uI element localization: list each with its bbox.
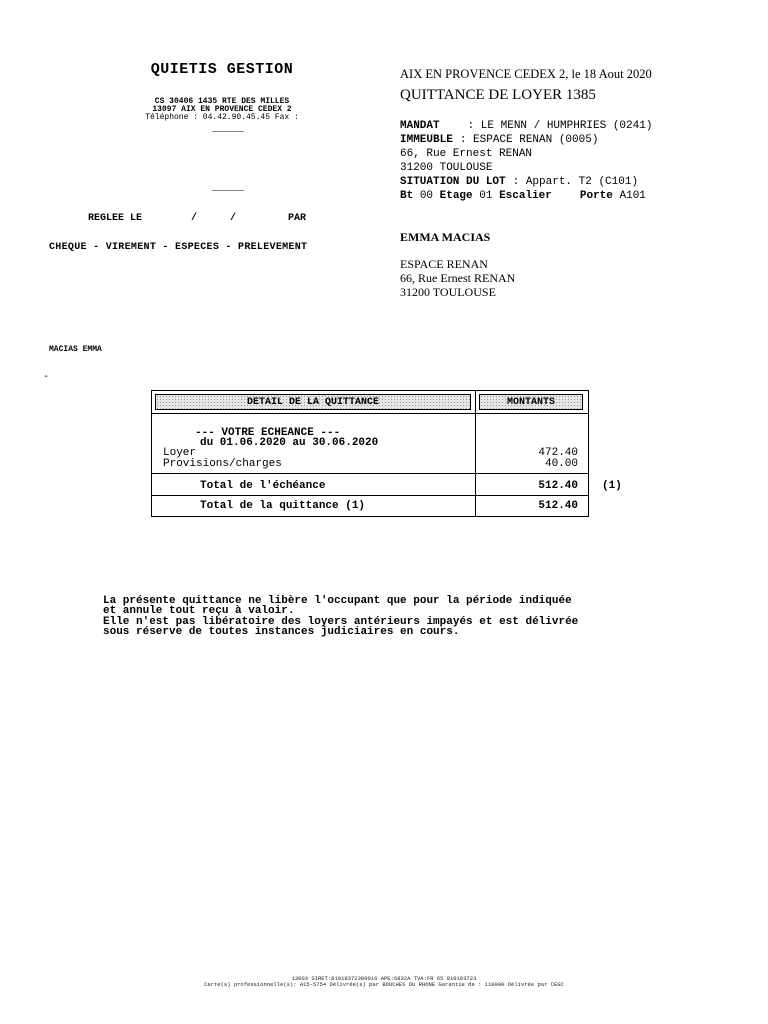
echeance-title: --- VOTRE ECHEANCE --- <box>195 427 341 439</box>
agency-address-line1: CS 30406 1435 RTE DES MILLES <box>154 97 290 106</box>
date-slash: / <box>230 213 237 224</box>
notice-line1: La présente quittance ne libère l'occupant que pour la période indiquée <box>103 595 572 607</box>
property-street: 66, Rue Ernest RENAN <box>400 148 533 160</box>
notice-line3: Elle n'est pas libératoire des loyers antérieurs impayés et est délivrée <box>103 616 579 628</box>
agency-address-line2: 13097 AIX EN PROVENCE CEDEX 2 <box>152 105 292 114</box>
echeance-period: du 01.06.2020 au 30.06.2020 <box>200 437 379 449</box>
column-header-detail: DETAIL DE LA QUITTANCE <box>155 394 471 410</box>
short-divider <box>212 131 244 132</box>
column-divider <box>475 391 476 516</box>
bt-value: 00 <box>419 190 434 202</box>
agency-name: QUIETIS GESTION <box>150 61 294 78</box>
immeuble-label: IMMEUBLE <box>400 134 453 146</box>
notice-line2: et annule tout reçu à valoir. <box>103 605 295 617</box>
table-divider <box>152 473 588 474</box>
receipt-detail-table <box>151 390 589 517</box>
column-header-amount: MONTANTS <box>479 394 583 410</box>
mandat-value: : LE MENN / HUMPHRIES (0241) <box>467 120 653 132</box>
total-echeance-amount: 512.40 <box>538 480 578 492</box>
payer-name: MACIAS EMMA <box>49 345 102 354</box>
total-quittance-amount: 512.40 <box>538 500 578 512</box>
table-row-amount: 40.00 <box>544 458 578 470</box>
porte-label: Porte <box>579 190 613 202</box>
mandat-line <box>400 119 652 133</box>
reglee-label: REGLEE LE <box>88 213 143 224</box>
mandat-label: MANDAT <box>400 120 440 132</box>
immeuble-value: : ESPACE RENAN (0005) <box>459 134 599 146</box>
table-divider <box>152 495 588 496</box>
tenant-address-line3: 31200 TOULOUSE <box>400 285 496 299</box>
property-city: 31200 TOULOUSE <box>400 162 493 174</box>
payment-modes: CHEQUE - VIREMENT - ESPECES - PRELEVEMENT <box>49 242 308 253</box>
table-row-label: Provisions/charges <box>163 458 282 470</box>
date-slash: / <box>191 213 198 224</box>
etage-value: 01 <box>479 190 493 202</box>
total-quittance-label: Total de la quittance (1) <box>200 500 366 512</box>
place-date: AIX EN PROVENCE CEDEX 2, le 18 Aout 2020 <box>400 67 652 81</box>
footer-line1: 13003 SIRET:81018372300016 APE:6832A TVA:FR 65 810183723 <box>291 975 477 982</box>
footer-line2: Carte(s) professionnelle(s): A15-5754 Délivrée(s) par BOUCHES DU RHONE Garantie de : 110000 Délivrée par CEGC <box>204 981 564 988</box>
receipt-title: QUITTANCE DE LOYER 1385 <box>400 87 596 103</box>
immeuble-line <box>400 133 598 147</box>
par-label: PAR <box>288 213 307 224</box>
footnote-marker: (1) <box>602 480 622 492</box>
escalier-label: Escalier <box>499 190 552 202</box>
etage-label: Etage <box>439 190 473 202</box>
situation-line <box>400 175 638 189</box>
tenant-name: EMMA MACIAS <box>400 230 491 244</box>
situation-value: : Appart. T2 (C101) <box>512 176 639 188</box>
short-divider <box>212 190 244 191</box>
table-row-amount: 472.40 <box>538 447 578 459</box>
table-row-label: Loyer <box>163 447 197 459</box>
porte-value: A101 <box>619 190 646 202</box>
total-echeance-label: Total de l'échéance <box>200 480 326 492</box>
table-divider <box>152 413 588 414</box>
tenant-address-line2: 66, Rue Ernest RENAN <box>400 271 516 285</box>
left-mark: - <box>43 372 50 383</box>
notice-line4: sous réserve de toutes instances judiciaires en cours. <box>103 626 460 638</box>
location-line <box>400 189 646 203</box>
bt-label: Bt <box>400 190 414 202</box>
tenant-address-line1: ESPACE RENAN <box>400 257 488 271</box>
situation-label: SITUATION DU LOT <box>400 176 506 188</box>
agency-phone: Téléphone : 04.42.90.45.45 Fax : <box>145 113 299 122</box>
